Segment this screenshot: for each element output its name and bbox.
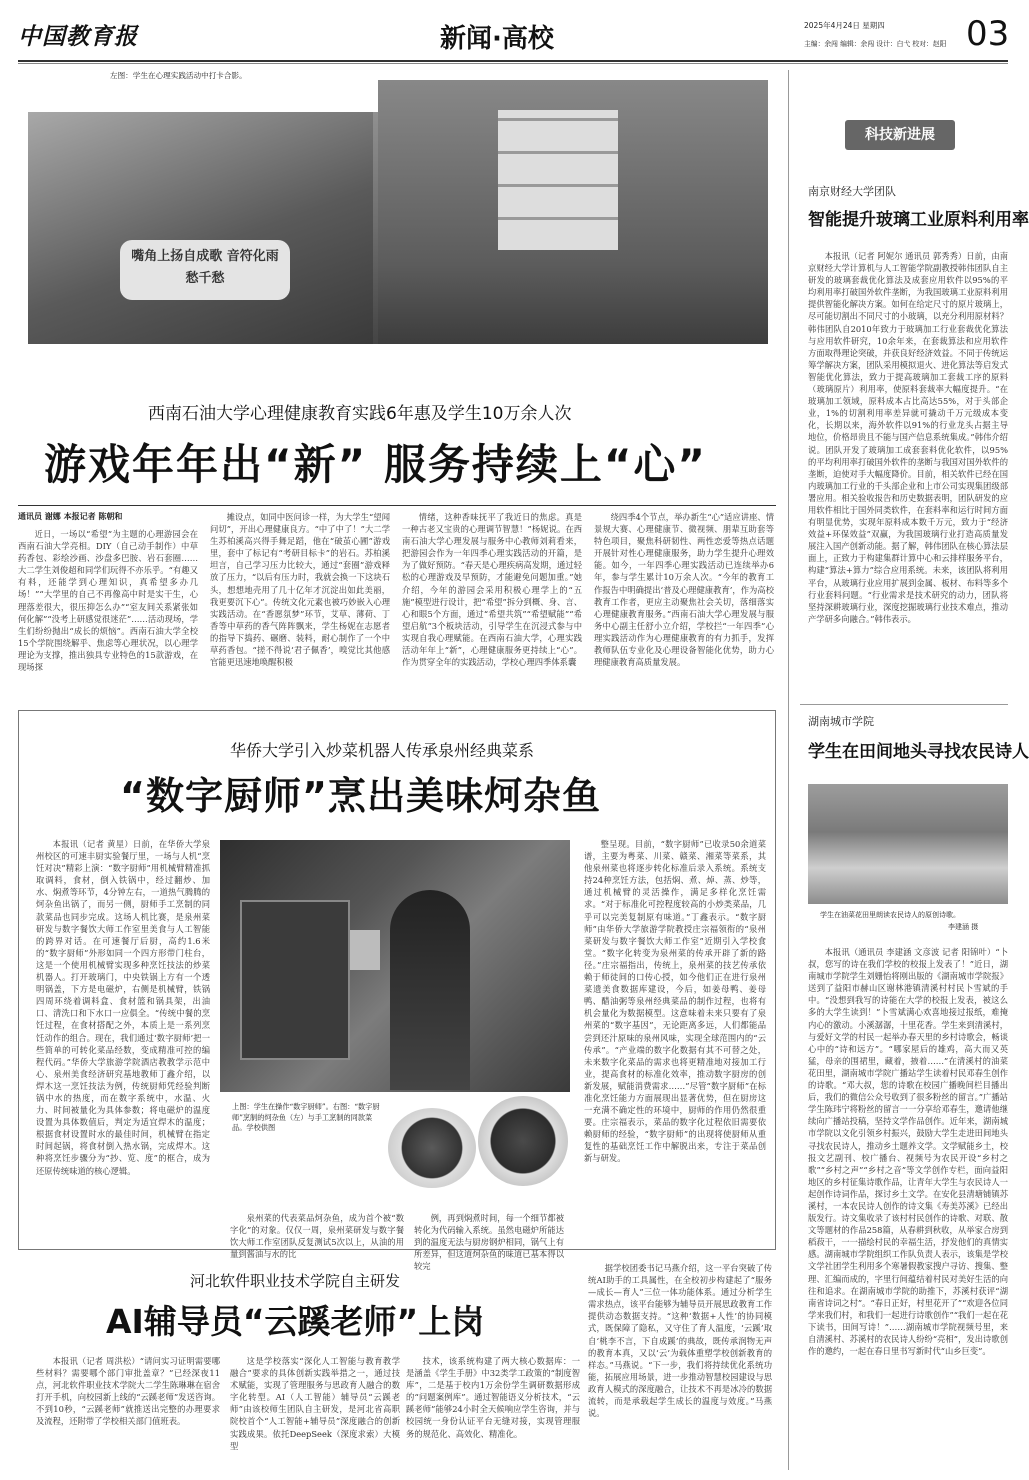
story2-body-right: 整呈现。目前，“数字厨师”已收录50余道菜谱，主要为粤菜、川菜、赣菜、湘菜等菜系，其他泉州菜也将逐步转化标准后录入系统。系统支持24种烹饪方法，包括焖、煮、焯、蒸、炒等，通过机械臂的灵活操作，满足多样化烹饪需求。“对于标准化可控程度较高的小炒类菜品，几乎可以完美复制原有味道。”丁鑫表示。“数字厨师”由华侨大学旅游学院教授庄宗福领衔的“泉州菜研发与数字餐饮大师工作室”近期引入学校食堂。“数字化转变为泉州菜的传承开辟了新的路径。”庄宗福指出，传统上，泉州菜的技艺传承依赖于师徒间的口传心授，如今他们正在进行泉州菜遗美食数据库建设，今后，如姜母鸭、姜母鸭、醋油粥等泉州经典菜品的制作过程，也将有机会量化为数据模型。这意味着未来只要有了泉州菜的“数字基因”，无论距离多远，人们都能品尝到还汁原味的泉州风味，实现全球范围内的“云传承”。“产业端的数字化数据有其不可替之处，未来数字化菜品的需求也将更精准地对接加工行业，提高食材的标准化效率，推动数字厨房的创新发展，赋能消费需求……”尽管“数字厨师”在标准化烹饪能力方面展现出显著优势，但在厨房这一充满不确定性的环境中，厨师的作用仍然很重要。庄宗福表示，菜品的数字化过程依旧需要依赖厨师的经验，“数字厨师”的出现将使厨师从重复性的基础烹饪工作中解脱出来，专注于菜品创新与研发。 — [584, 839, 766, 1164]
section-title: 新闻·高校 — [440, 24, 554, 54]
top-story-col1: 近日，一场以“希望”为主题的心理游园会在西南石油大学亮相。DIY（自己动手制作）中草药香包、彩绘沙画、沙盘多巴胺、岩石套圈……大二学生刘俊超和同学们玩得不亦乐乎。“有趣又有料，还能学到心理知识，真希望多办几场！”“大学里的自己不再像高中时是实干生，心理落差很大，很压抑怎么办”“室友间关系紧张如何化解”“没考上研感觉很迷茫”……活动现场，学生们纷纷抛出“成长的烦恼”。西南石油大学全校15个学院围绕解乎、焦虑等心理状况，以心理学理论为支撑，推出独具专业特色的15款游戏，在现场探 — [18, 529, 198, 673]
masthead-rule-thin — [18, 63, 1008, 64]
tech-badge: 科技新进展 — [845, 120, 955, 150]
story3-col2: 这是学校落实“深化人工智能与教育教学融合”要求的具体创新实践举措之一，通过技术赋能，实现了管理服务与思政育人融合的数字化转型。AI（人工智能）辅导员“云蹊老师”由该校师生团队自主研发，是河北省高职院校首个“人工智能+辅导员”深度融合的创新实践成果。依托DeepSeek（深度求索）大模型 — [230, 1356, 400, 1451]
story2-title: “数字厨师”烹出美味炣杂鱼 — [120, 774, 601, 818]
story2-body-midlow: 泉州菜的代表菜品炣杂鱼，成为首个被“数字化”的对象。仅仅一周，泉州菜研发与数字餐饮大师工作室团队反复测试5次以上，从油的用量到酱油与水的比 — [230, 1213, 404, 1260]
newspaper-logo: 中国教育报 — [18, 23, 138, 50]
story2-body-midlow2: 例，再到焖煮时间，每一个细节都被转化为代码输入系统。虽然电磁炉所能达到的温度无法与厨房钢炉相同，锅气上有所差异，但这道炣杂鱼的味道已基本得以较完 — [414, 1213, 564, 1272]
sign-board: 嘴角上扬自成歌 音符化雨愁千愁 — [120, 240, 290, 300]
story3-col1: 本报讯（记者 周洪松）“请问实习证明需要哪些材料？需要哪个部门审批盖章？”已经深夜11点，河北软件职业技术学院大二学生陈琳琳在宿舍打开手机，向校园新上线的“云蹊老师”发送咨询。不到10秒，“云蹊老师”就推送出完整的办理要求及流程，还附带了学校相关部门值班表。 — [36, 1356, 220, 1427]
rail-story2-caption: 学生在油菜花田里朗读农民诗人的原创诗歌。 — [820, 911, 960, 919]
masthead-rule — [18, 60, 1008, 62]
dish-right-photo — [478, 1096, 568, 1186]
top-story-subtitle: 西南石油大学心理健康教育实践6年惠及学生10万余人次 — [148, 404, 572, 424]
page-number: 03 — [966, 14, 1010, 54]
photo-caption-box — [28, 80, 388, 112]
story3-col4: 据学校团委书记马燕介绍，这一平台突破了传统AI助手的工具属性，在全校初步构建起了“服务—成长—育人”三位一体功能体系。通过分析学生需求热点，该平台能够为辅导员开展思政教育工作提供动态数据支持。“这种‘数据+人性’的协同模式，既保障了隐私，又守住了育人温度，‘云蹊’取自‘桃李不言，下自成蹊’的典故，既传承润物无声的教育本真，又以‘云’为载体重塑学校创新教育的样态。”马燕说。“下一步，我们将持续优化系统功能，拓展应用场景，进一步推动智慧校园建设与思政育人模式的深度融合，让技术不再是冰冷的数据流转，而是承载起学生成长的温度与效度。”马燕说。 — [588, 1263, 772, 1419]
top-story-title: 游戏年年出“新” 服务持续上“心” — [44, 440, 708, 489]
rail-story1-kicker: 南京财经大学团队 — [808, 185, 896, 198]
story3-col3: 技术，该系统构建了两大核心数据库：一是涵盖《学生手册》中32类学工政策的“制度智库”，二是基于校内1万余份学生调研数据形成的“问题案例库”。通过智能语义分析技术，“云蹊老师”能够24小时全天候响应学生咨询，并与校园统一身份认证平台无缝对接，实现管理服务的规范化、高效化、精准化。 — [406, 1356, 580, 1439]
poet-field-photo — [808, 784, 1008, 904]
photo-caption: 左图：学生在心理实践活动中打卡合影。 — [110, 71, 247, 80]
rail-story2-rule — [800, 704, 1008, 705]
rail-story2-body: 本报讯（通讯员 李建涵 文彦波 记者 阳锦叶）“卜叔，您写的诗在我们学校的校报上发表了！”近日，湖南城市学院学生刘姗怡将刚出版的《湖南城市学院报》送到了益阳市赫山区谢林港镇清溪村村民卜雪斌的手中。“没想到我写的诗能在大学的校报上发表，被这么多的大学生读到！”卜雪斌满心欢喜地接过报纸，难掩内心的激动。小溪潺潺，十里花香。学生来到清溪村，与爱好文学的村民一起举办春天里的乡村诗歌会，畅谈心中的“诗和远方”。“哪家屋后的雄鸡，高大而又英猛，母亲的围裙里，藏着，掖着……”在清溪村的油菜花田里，湖南城市学院广播站学生读着村民邓春生创作的诗歌。“邓大叔，您的诗歌在校园广播晚间栏目播出后，我们的微信公众号收到了很多粉丝的留言。”广播站学生陈玮宁将粉丝的留言一一分享给邓春生，邀请他继续向广播站投稿，坚持文学作品创作。近年来，湖南城市学院以文化引领乡村振兴，鼓励大学生走进田间地头寻找农民诗人，推动乡土题养文学。文学赋能乡土，校报文艺副刊、校广播台、视频号为农民开设“乡村之歌”“乡村之声”“乡村之音”等文学创作专栏，面向益阳地区的乡村征集诗歌作品，让青年大学生与农民诗人一起创作诗词作品，探讨乡土文学。在安化县清塘铺镇苏溪村，一本农民诗人创作的诗文集《寿美苏溪》已经出版发行。诗文集收录了该村村民创作的诗歌、对联、散文等题材的作品258篇，从春耕到秋收，从举家合房到稻菽干，一一描绘村民的幸福生活，抒发他们的真情实感。湖南城市学院组织工作队负责人表示，该集是学校文学社团学生利用多个寒暑假教家搜户寻访、搜集、整理、汇编而成的，字里行间蕴结着村民对美好生活的向往和追求。在湖南城市学院的助推下，苏溪村获评“湖南省诗词之村”。“春日正好，村里花开了”“欢迎各位同学来我们村，和我们一起进行诗歌创作”“我们一起在花下读书，田间写诗！”……湖南城市学院视频号里，来自清溪村、苏溪村的农民诗人纷纷“亮相”，发出诗歌创作的邀约，一起在春日里书写新时代“山乡巨变”。 — [808, 947, 1008, 1357]
student-figure — [390, 890, 470, 1090]
rail-story1-body: 本报讯（记者 阿妮尔 通讯员 郭秀秀）日前，由南京财经大学计算机与人工智能学院副教授韩伟团队自主研发的玻璃套裁优化算法及成套应用软件以95%的平均利用率打破国外软件垄断，为我国玻璃工业原料利用提供智能化解决方案。如何在给定尺寸的原片玻璃上，尽可能切割出不同尺寸的小玻璃，以充分利用原材料？韩伟团队自2010年致力于玻璃加工行业套裁优化算法与应用软件研究，10余年来，在套裁算法和应用软件方面取得理论突破，并获良好经济效益。不同于传统运筹学解决方案，团队采用模拟退火、进化算法等启发式智能优化算法，致力于提高玻璃加工套裁工序的原料（玻璃原片）利用率，使原料套裁率大幅度提升。“在玻璃加工领域，原料成本占比高达55%，对于头部企业，1%的切割利用率差异就可撬动千万元级成本变化，长期以来，海外软件以91%的行业龙头占据主导地位，价格昂贵且不能与国产信息系统集成。”韩伟介绍说。团队开发了玻璃加工成套套料优化软件，以95%的平均利用率打破国外软件的垄断与我国对国外软件的垄断，迫使对手大幅度降价。目前，相关软件已经在国内玻璃加工行业的千头部企业和上市公司实现集团级部署应用。相关验收报告和历史数据表明，团队研发的应用软件相比于国外同类软件，在套料率和运行时间方面有明显优势，实现年原料成本数千万元，致力于“经济效益+环保效益”双赢，为我国玻璃行业打造高质量发展注入国产创新动能。据了解，韩伟团队在核心算法层面上，正致力于构建集群计算中心和云排样服务平台，构建“算法+算力”综合应用系统。未来，该团队将利用平台，从玻璃行业应用扩展到金属、板材、布料等多个行业套料问题。“行业需求是技术研究的动力，团队将坚持深耕玻璃行业，深度挖掘玻璃行业技术难点，推动产学研多向融合。”韩伟表示。 — [808, 251, 1008, 624]
story2-body-left: 本报讯（记者 黄星）日前，在华侨大学泉州校区的可速丰厨实验餐厅里，一场与人机“烹饪对决”精彩上演：“数字厨师”用机械臂精准抓取调料，食材，倒入铁锅中，经过翻炒、加水、焖煮等环节，4分钟左右，一道热气腾腾的炣杂鱼出锅了，而另一侧，厨师手工烹制的同款菜品也同步完成。这场人机比赛，是泉州菜研发与数字餐饮大师工作室里美食与人工智能的跨界对话。在可速餐厅后厨，高约1.6米的“数字厨师”外形如同一个四方形带门柱台，这是一个使用机械臂实现多种烹饪技法的炒菜机器人。打开玻璃门，中央铁锅上方有一个透明锅盖，下方是电磁炉，右侧是机械臂，铁锅四周环绕着调料盒、食材篮和锅具架，出油口、清洗口和下水口一应俱全。“传统中餐的烹饪过程，在食材搭配之外，本质上是一系列烹饪动作的组合。现在，我们通过‘数字厨师’把一些简单的可转化菜品经数，变成精准可控的编程代码。”华侨大学旅游学院酒店教教学示范中心、泉州美食经济研究基地教师丁鑫介绍，以焊木这一烹饪技法为例，传统厨师凭经验判断锅中水的热度，而在数字系统中，水温、火力、时间被量化为具体参数；将电磁炉的温度设置为具体数值后，判定为适宜焊木的温度；根据食材设置时水的最佳时间，机械臂在指定时间起锅，将食材倒入热水锅，完成焊木。这种将烹饪步骤分为“抄、览、度”的框合，成为还原传统味道的核心逻辑。 — [36, 839, 210, 1176]
top-story-col3: 情绪，这种香味抚平了我近日的焦虑。真是一种古老又宝贵的心理调节智慧！”杨妮说。在西南石油大学心理发展与服务中心教师刘莉看来，把游园会作为一年四季心理实践活动的开篇，是为了做好预防。“春天是心理疾病高发期，通过轻松的心理游戏及早预防，才能避免问题加重。”她介绍，今年的游园会采用积极心理学上的“五施”模型进行设计，把“希望”拆分到概、身、言、心和眼5个方面，通过“希望共筑”“希望赋能”“希望启航”3个板块活动，引导学生在沉浸式参与中实现自我心理赋能。在西南石油大学，心理实践活动年年上“新”，心理健康服务更持续上“心”。作为贯穿全年的实践活动，学校心理四季体系囊 — [402, 512, 582, 668]
emotion-board — [498, 110, 618, 250]
rail-story2-credit: 李建涵 摄 — [948, 923, 979, 931]
rail-divider — [788, 70, 789, 1470]
dish-left-photo — [388, 1108, 476, 1188]
story3-title: AI辅导员“云蹊老师”上岗 — [106, 1302, 485, 1341]
issue-date: 2025年4月24日 星期四 — [804, 21, 885, 30]
robot-cabinet — [240, 900, 350, 1060]
top-story-rule — [18, 505, 776, 506]
robot-screen — [350, 930, 380, 970]
rail-story1-title: 智能提升玻璃工业原料利用率 — [808, 210, 1029, 230]
top-story-col4: 绕四季4个节点，举办新生“心”适应讲座、情景规大赛、心理健康节、微视频、朋辈互助套等特色项目，聚焦科研韧性、两性恋爱等热点话题开展针对性心理健康服务，助力学生提升心理效能。如今，一年四季心理实践活动已连续举办6年，参与学生累计10万余人次。“今年的教育工作报告中明确提出‘普及心理健康教育’，作为高校教育工作者，更应主动聚焦社会关切，落细落实心理健康教育服务。”西南石油大学心理发展与服务中心副主任舒小立介绍，学校拦“一年四季”心理实践活动作为心理健康教育的有力抓手，发挥教师队伍专业化及心理设备智能化优势，助力心理健康教育高质量发展。 — [594, 512, 774, 668]
robot-kitchen-photo — [220, 840, 570, 1092]
top-story-col2: 摊设点，如同中医问诊一样，为大学生“望闻问切”，开出心理健康良方。“中了中了！”大二学生苏柏溪高兴得手舞足蹈，他在“破茧心圃”游戏里，套中了标记有“考研目标卡”的岩石。苏柏溪坦言，自己学习压力比较大，通过“套圈”游戏释放了压力，“以后有压力时，我就会换一下这块石头，想想地壳用了几十亿年才沉淀出如此美丽，我更要沉下心”。传统文化元素也被巧妙嵌入心理实践活动。在“香愿氛梦”环节，艾草、薄荷、丁香等中草药的香气阵阵飘来，学生杨妮在志愿者的指导下捣药、碾磨、装料，耐心制作了一个中草药香包。“搓不得说‘君子佩香’，嗅觉比其他感官能更迅速地唤醒积极 — [210, 512, 390, 668]
top-story-photo — [28, 80, 768, 344]
top-story-byline: 通讯员 谢娜 本报记者 陈朝和 — [18, 512, 123, 521]
rail-story2-title: 学生在田间地头寻找农民诗人 — [808, 742, 1029, 762]
photo-left-panel — [28, 80, 373, 344]
story2-photo-caption: 上图：学生在操作“数字厨师”。右图：“数字厨师”烹制的炣杂鱼（左）与手工烹制的同款菜品。学校供图 — [232, 1102, 380, 1132]
editors-line: 主编：余闯 编辑：余闯 设计：白弋 校对：赵阳 — [804, 40, 947, 48]
story2-subtitle: 华侨大学引入炒菜机器人传承泉州经典菜系 — [230, 741, 535, 760]
rail-story2-kicker: 湖南城市学院 — [808, 715, 874, 728]
story3-subtitle: 河北软件职业技术学院自主研发 — [190, 1272, 401, 1290]
